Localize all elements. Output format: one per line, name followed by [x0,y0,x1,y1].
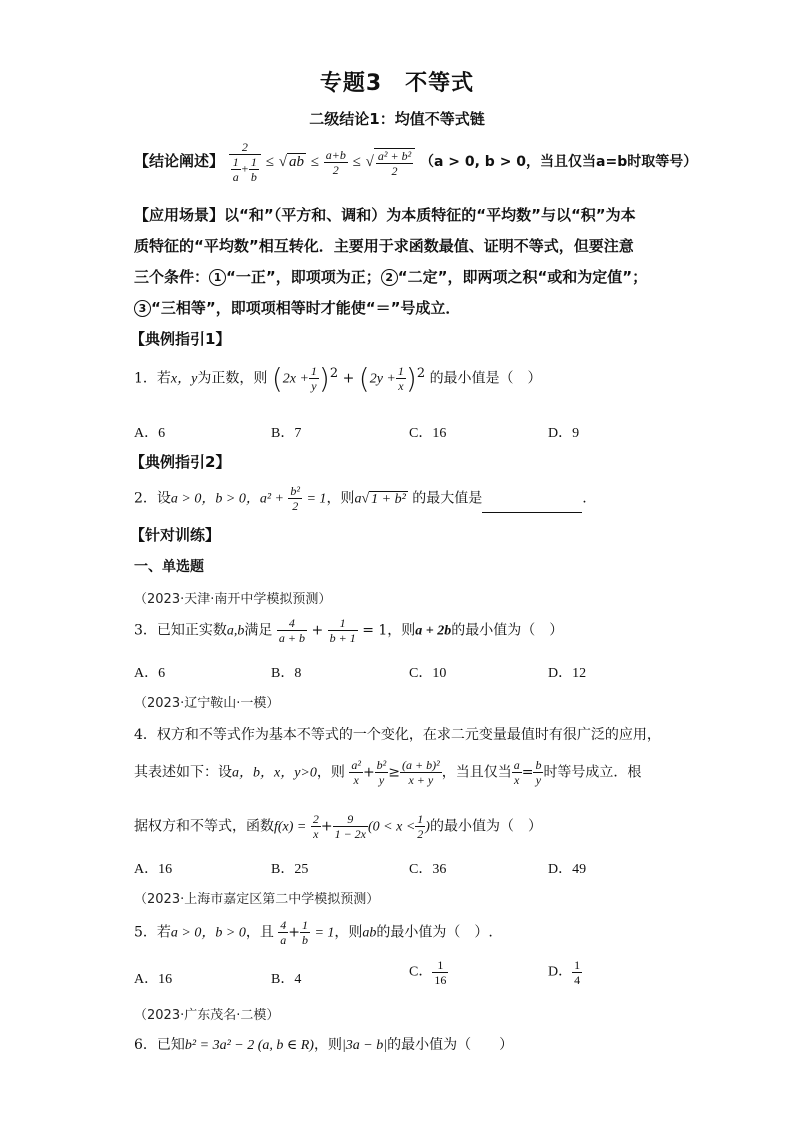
arithmetic-mean: $\frac{a+b}{2}$ [325,147,346,177]
q5-question: 5．若a > 0，b > 0，且 $\frac{4}{a}$ + $\frac{1}{b}$ = 1，则ab的最小值为（ ）. [134,918,493,947]
example1-question: 1．若x，y为正数，则 (2x + $\frac{1}{y}$ )$^2$ + (2y + $\frac{1}{x}$ )$^2$ 的最小值是（ ） [134,362,542,395]
q5-source: （2023·上海市嘉定区第二中学模拟预测） [134,892,380,907]
circle-number-2: 2 [381,269,398,286]
q6-question: 6．已知b² = 3a² − 2 (a, b ∈ R)，则|3a − b|的最小值为（ ） [134,1037,514,1053]
q3-option-d[interactable]: D．12 [548,666,587,681]
example1-option-a[interactable]: A．6 [134,426,166,441]
training-label: 【针对训练】 [130,526,221,544]
q6-source: （2023·广东茂名·二模） [134,1008,280,1023]
q4-source: （2023·辽宁鞍山·一模） [134,696,280,711]
answer-blank[interactable] [482,498,582,513]
application-line2: 质特征的“平均数”相互转化．主要用于求函数最值、证明不等式，但要注意 [134,237,634,255]
q4-option-b[interactable]: B．25 [271,862,309,877]
q3-option-c[interactable]: C．10 [409,666,447,681]
conclusion-label: 【结论阐述】 [134,152,225,170]
application-label: 【应用场景】 [134,206,225,224]
example1-label: 【典例指引1】 [130,330,231,348]
q3-option-a[interactable]: A．6 [134,666,166,681]
q4-option-c[interactable]: C．36 [409,862,447,877]
q4-line3: 据权方和不等式，函数f(x) = $\frac{2}{x}$ + $\frac{9}{1 - 2x}$ (0 < x < $\frac{1}{2}$ )的最小值为（ ） [134,812,542,841]
q4-line1: 4．权方和不等式作为基本不等式的一个变化，在求二元变量最值时有很广泛的应用， [134,727,661,743]
q4-option-a[interactable]: A．16 [134,862,173,877]
q5-option-a[interactable]: A．16 [134,972,173,987]
harmonic-mean: 2 $\frac{1}{a}$ + $\frac{1}{b}$ [229,140,261,184]
application-line3: 三个条件： 1 “一正”，即项项为正； 2 “二定”，即两项之积“或和为定值”； [134,268,648,286]
conclusion-condition: （a > 0, b > 0，当且仅当a=b时取等号） [419,154,698,170]
section-single-choice: 一、单选题 [134,559,204,575]
q4-option-d[interactable]: D．49 [548,862,587,877]
example2-label: 【典例指引2】 [130,453,231,471]
conclusion-line: 【结论阐述】 2 $\frac{1}{a}$ + $\frac{1}{b}$ ≤ √ ab ≤ $\frac{a+b}{2}$ ≤ √ $\frac{\text{a² + b²}}{2}$ （a > 0, b > 0，当且仅当a=b时取等号） [134,140,698,184]
application-line1: 【应用场景】以“和”（平方和、调和）为本质特征的“平均数”与以“积”为本 [134,206,636,224]
q3-option-b[interactable]: B．8 [271,666,302,681]
q4-line2: 其表述如下：设a，b，x，y>0，则 $\frac{\text{a²}}{x}$ + $\frac{\text{b²}}{y}$ ≥ $\frac{\text{(a + b)²}}{x + y}$ ，当且仅当 $\frac{a}{x}$ = $\frac{b}{y}$ 时等号成立．根 [134,758,642,787]
quadratic-mean: √ $\frac{\text{a² + b²}}{2}$ [366,154,416,170]
page-subtitle: 二级结论1：均值不等式链 [309,110,485,128]
q5-option-d[interactable]: D． $\frac{1}{4}$ [548,958,581,987]
q5-option-c[interactable]: C． $\frac{1}{16}$ [409,958,447,987]
geometric-mean: √ ab [278,154,304,170]
example1-option-c[interactable]: C．16 [409,426,447,441]
q3-source: （2023·天津·南开中学模拟预测） [134,592,332,607]
q3-question: 3．已知正实数a,b满足 $\frac{4}{a + b}$ + $\frac{1}{b + 1}$ = 1，则a + 2b的最小值为（ ） [134,616,564,645]
application-line4: 3 “三相等”，即项项相等时才能使“＝”号成立． [134,297,460,318]
example2-question: 2．设a > 0，b > 0，a² + $\frac{\text{b²}}{2}$ = 1，则a√ 1 + b² 的最大值是 . [134,484,587,513]
example1-option-b[interactable]: B．7 [271,426,302,441]
page-title: 专题3 不等式 [319,71,475,96]
circle-number-1: 1 [209,269,226,286]
example1-option-d[interactable]: D．9 [548,426,580,441]
circle-number-3: 3 [134,300,151,317]
q5-option-b[interactable]: B．4 [271,972,302,987]
